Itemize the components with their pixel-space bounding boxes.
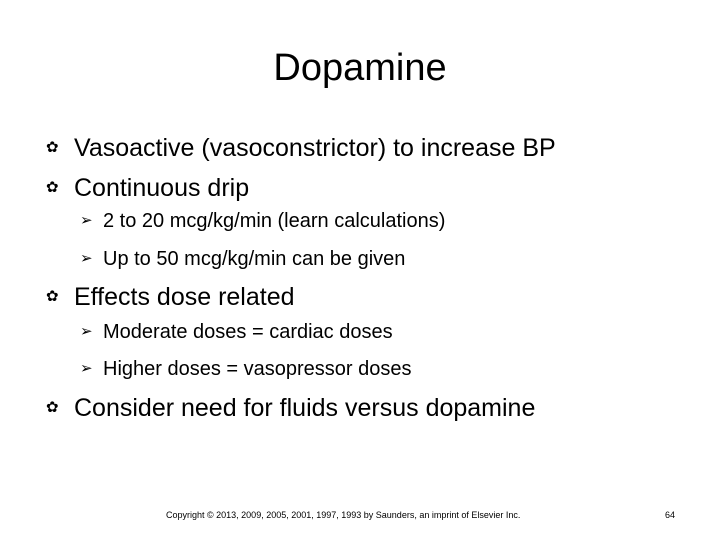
bullet-text: Effects dose related [74,283,295,311]
fleur-bullet-icon: ✿ [46,288,59,305]
slide-title: Dopamine [273,47,447,89]
bullet-text: Continuous drip [74,174,250,202]
fleur-bullet-icon: ✿ [46,399,59,416]
fleur-bullet-icon: ✿ [46,139,59,156]
slide-footer [0,508,720,522]
sub-bullet-text: Moderate doses = cardiac doses [103,321,393,343]
sub-bullet-text: 2 to 20 mcg/kg/min (learn calculations) [103,210,446,232]
arrow-bullet-icon: ➢ [80,212,93,229]
bullet-text: Consider need for fluids versus dopamine [74,394,536,422]
copyright-notice: Copyright © 2013, 2009, 2005, 2001, 1997, 1993 by Saunders, an imprint of Elsevier Inc. [166,510,521,520]
fleur-bullet-icon: ✿ [46,179,59,196]
sub-bullet-text: Higher doses = vasopressor doses [103,358,412,380]
arrow-bullet-icon: ➢ [80,250,93,267]
arrow-bullet-icon: ➢ [80,360,93,377]
page-number: 64 [665,510,676,520]
sub-bullet-text: Up to 50 mcg/kg/min can be given [103,248,406,270]
arrow-bullet-icon: ➢ [80,323,93,340]
bullet-text: Vasoactive (vasoconstrictor) to increase BP [74,134,556,162]
